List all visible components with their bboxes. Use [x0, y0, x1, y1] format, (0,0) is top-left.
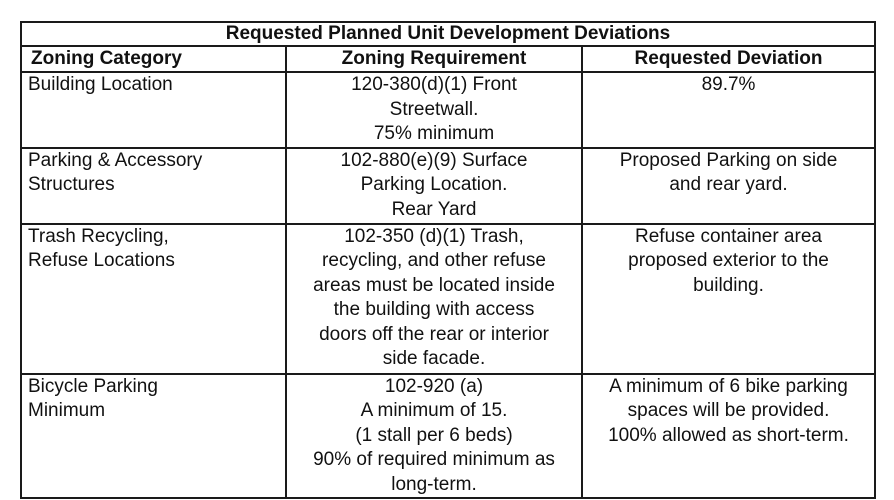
cell-zoning-category	[21, 72, 286, 148]
cell-line: the building with access	[333, 299, 535, 320]
cell-zoning-category	[21, 224, 286, 374]
table-row	[21, 72, 875, 148]
header-zoning-category: Zoning Category	[21, 46, 286, 72]
cell-zoning-requirement	[286, 224, 582, 374]
cell-requested-deviation	[582, 72, 875, 148]
cell-line: 102-880(e)(9) Surface	[340, 149, 528, 171]
cell-zoning-requirement	[286, 148, 582, 224]
cell-line: Refuse Locations	[28, 250, 175, 271]
cell-line: Bicycle Parking	[28, 375, 158, 397]
cell-line: side facade.	[382, 348, 486, 369]
deviations-table	[20, 21, 876, 499]
cell-line: 102-920 (a)	[384, 375, 484, 397]
cell-line: (1 stall per 6 beds)	[355, 424, 513, 446]
cell-line: building.	[693, 274, 764, 296]
cell-line: 100% allowed as short-term.	[608, 424, 849, 446]
cell-zoning-category	[21, 148, 286, 224]
cell-zoning-category	[21, 374, 286, 499]
cell-zoning-requirement	[286, 72, 582, 148]
cell-line: Refuse container area	[635, 225, 822, 247]
table-row	[21, 224, 875, 374]
table-header-row	[21, 46, 875, 72]
cell-line: A minimum of 6 bike parking	[609, 375, 848, 397]
cell-line: Building Location	[28, 74, 173, 95]
cell-line: long-term.	[391, 473, 477, 495]
table-row	[21, 148, 875, 224]
cell-line: Streetwall.	[389, 98, 479, 120]
cell-line: Rear Yard	[391, 198, 477, 220]
cell-line: doors off the rear or interior	[319, 323, 549, 345]
cell-line: 90% of required minimum as	[313, 449, 555, 470]
cell-line: Parking Location.	[360, 174, 508, 195]
header-requested-deviation: Requested Deviation	[582, 46, 875, 72]
cell-line: Minimum	[28, 400, 106, 421]
cell-line: proposed exterior to the	[628, 250, 829, 271]
cell-line: A minimum of 15.	[360, 400, 508, 421]
cell-line: spaces will be provided.	[627, 400, 830, 421]
cell-zoning-requirement	[286, 374, 582, 499]
cell-line: Proposed Parking on side	[619, 149, 838, 171]
cell-line: 120-380(d)(1) Front	[351, 74, 517, 95]
cell-line: and rear yard.	[669, 174, 788, 195]
cell-line: 75% minimum	[373, 123, 495, 144]
table-row	[21, 374, 875, 499]
cell-requested-deviation	[582, 374, 875, 499]
cell-line: Parking & Accessory	[28, 149, 203, 171]
cell-line: 89.7%	[701, 74, 756, 95]
cell-line: recycling, and other refuse	[322, 250, 546, 271]
cell-line: Structures	[28, 174, 115, 195]
table-title-row	[21, 22, 875, 46]
header-zoning-requirement: Zoning Requirement	[286, 46, 582, 72]
cell-line: areas must be located inside	[313, 274, 555, 296]
cell-line: Trash Recycling,	[28, 225, 169, 247]
cell-requested-deviation	[582, 148, 875, 224]
cell-line: 102-350 (d)(1) Trash,	[344, 225, 524, 247]
table-title: Requested Planned Unit Development Deviations	[21, 22, 875, 46]
cell-requested-deviation	[582, 224, 875, 374]
